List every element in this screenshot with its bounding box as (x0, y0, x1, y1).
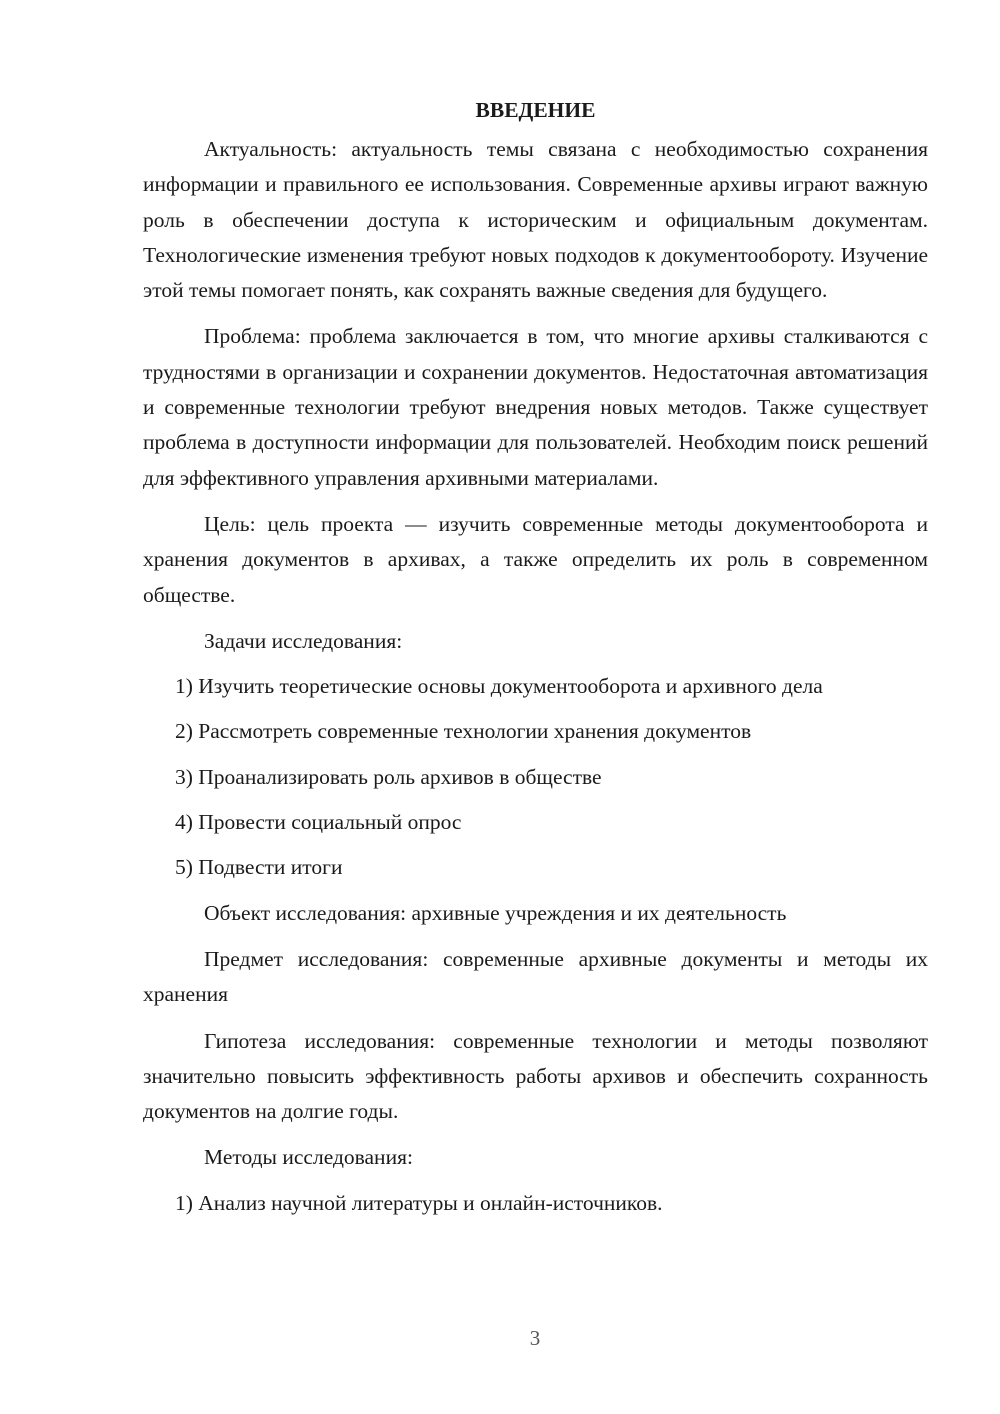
hypothesis-paragraph: Гипотеза исследования: современные технологии и методы позволяют значительно повысить эффективность работы архивов и обеспечить сохранность документов на долгие годы. (143, 1028, 928, 1124)
task-item: 5) Подвести итоги (175, 855, 343, 880)
problem-paragraph: Проблема: проблема заключается в том, что многие архивы сталкиваются с трудностями в организации и сохранении документов. Недостаточная автоматизация и современные технологии требуют внедрения новых методов. Также существует проблема в доступности информации для пользователей. Необходим поиск решений для эффективного управления архивными материалами. (143, 324, 928, 490)
task-item: 3) Проанализировать роль архивов в обществе (175, 764, 602, 789)
goal-paragraph: Цель: цель проекта — изучить современные методы документооборота и хранения документов в архивах, а также определить их роль в современном обществе. (143, 511, 928, 607)
method-item: 1) Анализ научной литературы и онлайн-источников. (175, 1190, 663, 1215)
task-item: 1) Изучить теоретические основы документооборота и архивного дела (175, 674, 823, 699)
page-number: 3 (529, 1326, 541, 1350)
section-heading: ВВЕДЕНИЕ (475, 98, 596, 122)
task-item: 4) Провести социальный опрос (175, 810, 462, 835)
object-paragraph: Объект исследования: архивные учреждения и их деятельность (204, 900, 787, 925)
relevance-paragraph: Актуальность: актуальность темы связана с необходимостью сохранения информации и правильного ее использования. Современные архивы играют важную роль в обеспечении доступа к историческим и официальным документам. Технологические изменения требуют новых подходов к документообороту. Изучение этой темы помогает понять, как сохранять важные сведения для будущего. (143, 137, 928, 303)
methods-label: Методы исследования: (204, 1145, 413, 1170)
document-body (143, 92, 928, 1231)
task-item: 2) Рассмотреть современные технологии хранения документов (175, 719, 752, 744)
tasks-label: Задачи исследования: (204, 628, 403, 653)
subject-paragraph: Предмет исследования: современные архивные документы и методы их хранения (143, 946, 928, 1007)
